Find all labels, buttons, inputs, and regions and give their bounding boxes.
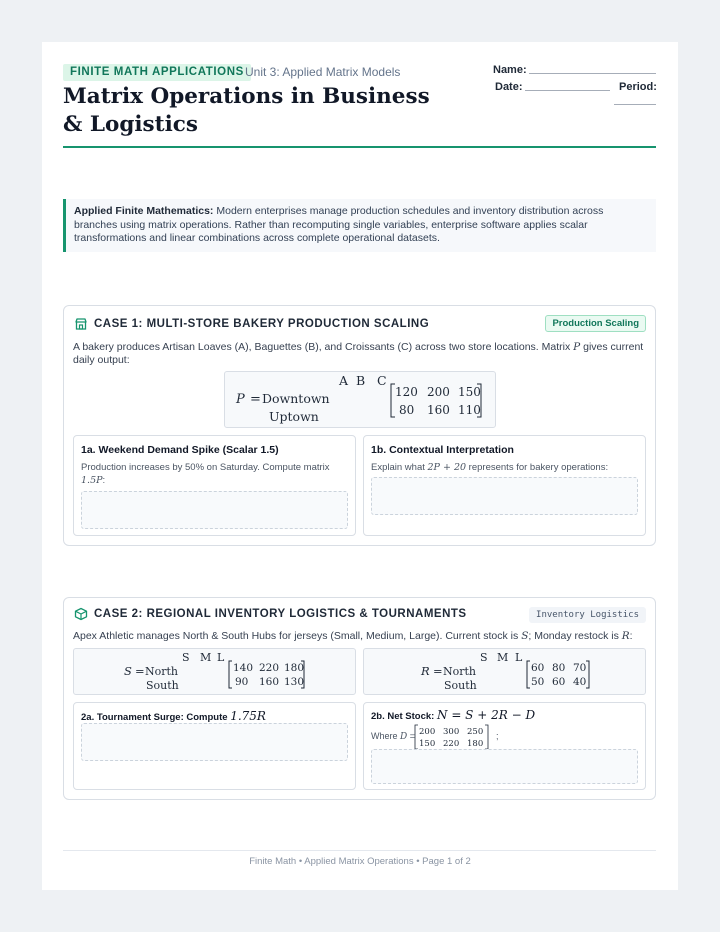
col-label: L — [515, 651, 523, 664]
date-label: Date: — [495, 81, 523, 93]
matrix-cell: 50 — [531, 676, 545, 688]
question-1b — [363, 435, 646, 536]
row-label: South — [444, 679, 477, 692]
question-1a — [73, 435, 356, 536]
callout-lead: Applied Finite Mathematics: — [74, 205, 214, 217]
matrix-cell: 60 — [531, 662, 545, 674]
matrix-cell: 90 — [235, 676, 249, 688]
row-label: North — [443, 665, 477, 678]
store-icon — [74, 317, 88, 331]
col-label: C — [377, 373, 387, 388]
col-label: M — [200, 651, 212, 664]
unit-label: Unit 3: Applied Matrix Models — [245, 65, 401, 79]
matrix-cell: 70 — [573, 662, 587, 674]
matrix-cell: 110 — [458, 403, 481, 417]
matrix-r-figure — [364, 649, 647, 696]
right-bracket — [485, 725, 488, 749]
inventory-logistics-tag: Inventory Logistics — [529, 607, 646, 623]
matrix-cell: 200 — [419, 727, 436, 737]
page-title: Matrix Operations in Business & Logistics — [63, 84, 430, 137]
matrix-r — [363, 648, 646, 695]
answer-2a-box[interactable] — [81, 723, 348, 761]
question-2b-title: 2b. Net Stock: N = S + 2R − D — [371, 708, 536, 722]
matrix-cell: 250 — [467, 727, 484, 737]
question-1a-text: Production increases by 50% on Saturday. Compute matrix 1.5P: — [81, 462, 330, 486]
matrix-cell: 60 — [552, 676, 566, 688]
left-bracket — [415, 725, 418, 749]
equals-sign: = — [250, 392, 261, 407]
matrix-cell: 160 — [427, 403, 450, 417]
matrix-cell: 140 — [233, 662, 254, 674]
col-label: S — [480, 651, 488, 664]
case-2-title: CASE 2: REGIONAL INVENTORY LOGISTICS & TOURNAMENTS — [94, 608, 467, 620]
row-label: Uptown — [269, 409, 319, 424]
matrix-s-figure — [74, 649, 357, 696]
period-label: Period: — [619, 81, 657, 93]
matrix-cell: 80 — [552, 662, 566, 674]
matrix-cell: 80 — [399, 403, 415, 417]
case-1-intro: A bakery produces Artisan Loaves (A), Baguettes (B), and Croissants (C) across two store locations. Matrix P gives current daily output: — [73, 341, 644, 366]
right-bracket — [586, 661, 589, 688]
worksheet-page — [42, 42, 678, 890]
answer-1a-box[interactable] — [81, 491, 348, 529]
matrix-name: P — [236, 392, 245, 407]
row-label: North — [145, 665, 179, 678]
matrix-s — [73, 648, 356, 695]
production-scaling-tag: Production Scaling — [545, 315, 646, 332]
matrix-name: R — [421, 664, 430, 678]
matrix-cell: 150 — [419, 739, 436, 749]
date-field[interactable] — [525, 90, 610, 91]
matrix-cell: 180 — [284, 662, 305, 674]
left-bracket — [527, 661, 530, 688]
case-1-title: CASE 1: MULTI-STORE BAKERY PRODUCTION SCALING — [94, 318, 430, 330]
page-footer: Finite Math • Applied Matrix Operations • Page 1 of 2 — [249, 856, 471, 867]
matrix-cell: 40 — [573, 676, 587, 688]
name-label: Name: — [493, 64, 527, 76]
name-field[interactable] — [529, 73, 656, 74]
col-label: L — [217, 651, 225, 664]
question-2a-title: 2a. Tournament Surge: Compute 1.75R — [81, 709, 266, 723]
equals-sign: = — [135, 664, 145, 678]
matrix-cell: 300 — [443, 727, 460, 737]
matrix-cell: 160 — [259, 676, 280, 688]
equals-sign: = — [433, 664, 443, 678]
matrix-p — [224, 371, 496, 428]
question-1a-title: 1a. Weekend Demand Spike (Scalar 1.5) — [81, 444, 279, 456]
question-2a — [73, 702, 356, 790]
col-label: S — [182, 651, 190, 664]
callout-text: Modern enterprises manage production schedules and inventory distribution across branches using matrix operations. Rather than recomputing single variables, enterprise software applies scalar transformations and linear combinations across complete operational datasets. — [74, 205, 604, 244]
question-1b-text: Explain what 2P + 20 represents for bakery operations: — [371, 462, 609, 473]
answer-2b-box[interactable] — [371, 749, 638, 784]
matrix-d-definition: Where D = 200 300 250 150 220 180 ; — [371, 723, 511, 751]
case-1-card — [63, 305, 656, 546]
course-badge: FINITE MATH APPLICATIONS — [63, 64, 251, 81]
matrix-cell: 150 — [458, 385, 481, 399]
matrix-p-figure — [225, 372, 497, 429]
matrix-name: S — [124, 664, 132, 678]
intro-callout — [63, 199, 656, 252]
col-label: B — [356, 373, 366, 388]
footer-rule — [63, 850, 656, 851]
matrix-cell: 120 — [395, 385, 418, 399]
matrix-cell: 220 — [259, 662, 280, 674]
matrix-cell: 220 — [443, 739, 460, 749]
header-rule — [63, 146, 656, 148]
matrix-d-figure — [414, 723, 494, 751]
matrix-cell: 180 — [467, 739, 484, 749]
left-bracket — [229, 661, 232, 688]
answer-1b-box[interactable] — [371, 477, 638, 515]
question-1b-title: 1b. Contextual Interpretation — [371, 444, 514, 456]
row-label: South — [146, 679, 179, 692]
case-2-card — [63, 597, 656, 800]
question-2b — [363, 702, 646, 790]
matrix-cell: 200 — [427, 385, 450, 399]
period-field[interactable] — [614, 104, 656, 105]
case-2-intro: Apex Athletic manages North & South Hubs for jerseys (Small, Medium, Large). Current stock is S; Monday restock is R: — [73, 630, 633, 642]
col-label: A — [339, 373, 349, 388]
row-label: Downtown — [262, 391, 330, 406]
matrix-cell: 130 — [284, 676, 305, 688]
col-label: M — [497, 651, 509, 664]
box-icon — [74, 607, 88, 621]
